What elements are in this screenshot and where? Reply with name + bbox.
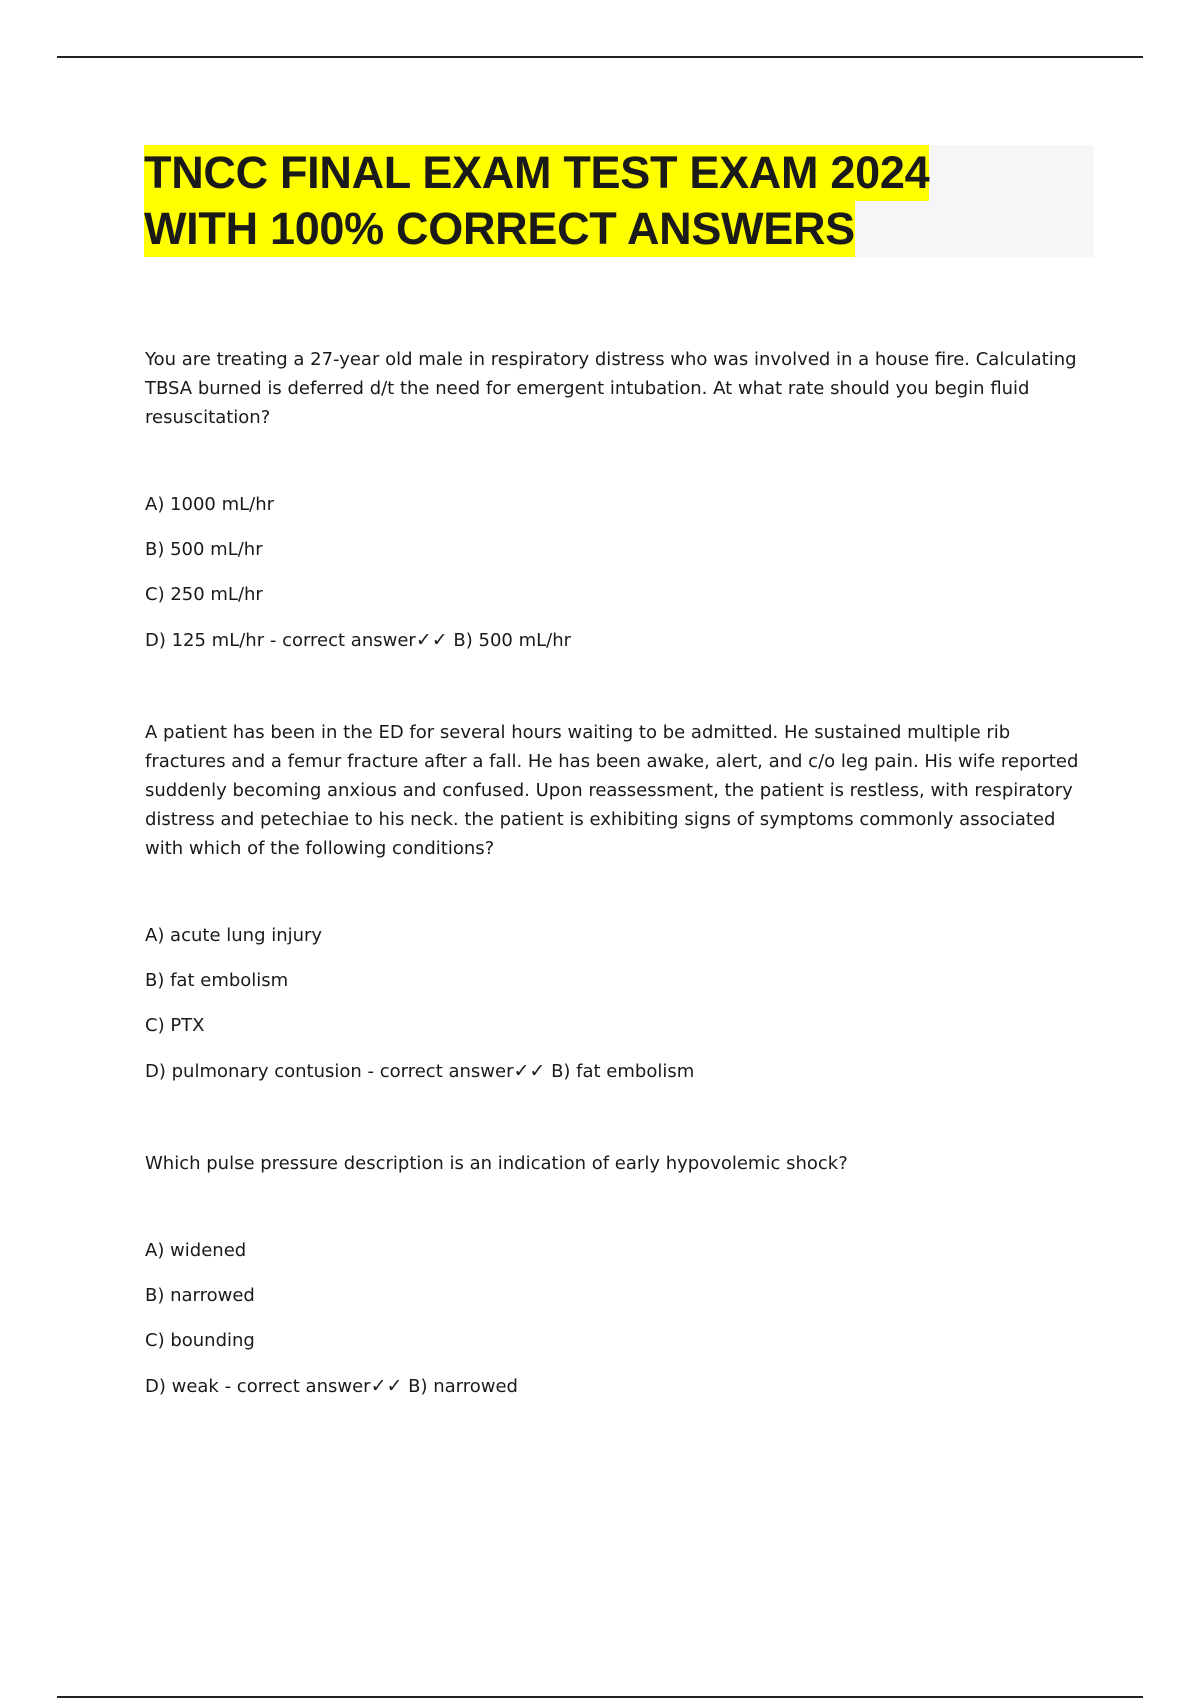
option-a: A) acute lung injury [145, 925, 323, 946]
question-text: A patient has been in the ED for several hours waiting to be admitted. He sustained multiple rib fractures and a femur fracture after a fall. He has been awake, alert, and c/o leg pain. His wife reported suddenly becoming anxious and confused. Upon reassessment, the patient is restless, with respiratory distress and petechiae to his neck. the patient is exhibiting signs of symptoms commonly associated with which of the following conditions? [145, 722, 1079, 859]
option-list [145, 1238, 1095, 1400]
correct-answer: B) fat embolism [545, 1061, 695, 1082]
answer-prefix: - correct answer [264, 630, 416, 651]
question-text: Which pulse pressure description is an indication of early hypovolemic shock? [145, 1153, 848, 1174]
option-b: B) 500 mL/hr [145, 539, 263, 560]
correct-answer: B) 500 mL/hr [447, 630, 571, 651]
double-check-icon: ✓✓ [370, 1375, 403, 1397]
option-d: D) weak [145, 1376, 219, 1397]
answer-prefix: - correct answer [361, 1061, 514, 1082]
option-c: C) 250 mL/hr [145, 584, 263, 605]
option-d-with-answer [145, 1058, 1095, 1085]
answer-prefix: - correct answer [218, 1376, 371, 1397]
double-check-icon: ✓✓ [513, 1060, 546, 1082]
option-c: C) PTX [145, 1015, 205, 1036]
option-a: A) 1000 mL/hr [145, 494, 275, 515]
option-c: C) bounding [145, 1330, 255, 1351]
question-block-3 [145, 1149, 1095, 1400]
correct-answer: B) narrowed [402, 1376, 518, 1397]
option-d: D) pulmonary contusion [145, 1061, 362, 1082]
option-d-with-answer [145, 627, 1095, 654]
document-title [144, 145, 1094, 257]
title-line-1: TNCC FINAL EXAM TEST EXAM 2024 [144, 145, 929, 201]
option-list [145, 923, 1095, 1085]
question-block-1 [145, 345, 1095, 654]
option-a: A) widened [145, 1240, 247, 1261]
option-list [145, 492, 1095, 654]
question-text: You are treating a 27-year old male in respiratory distress who was involved in a house fire. Calculating TBSA burned is deferred d/t the need for emergent intubation. At what rate should you begin fluid resuscitation? [145, 349, 1077, 428]
option-d-with-answer [145, 1373, 1095, 1400]
top-rule [57, 56, 1143, 58]
title-line-2: WITH 100% CORRECT ANSWERS [144, 201, 855, 257]
option-d: D) 125 mL/hr [145, 630, 265, 651]
option-b: B) fat embolism [145, 970, 289, 991]
question-list [145, 345, 1095, 1400]
option-b: B) narrowed [145, 1285, 255, 1306]
question-block-2 [145, 718, 1095, 1085]
double-check-icon: ✓✓ [415, 629, 448, 651]
bottom-rule [57, 1696, 1143, 1698]
